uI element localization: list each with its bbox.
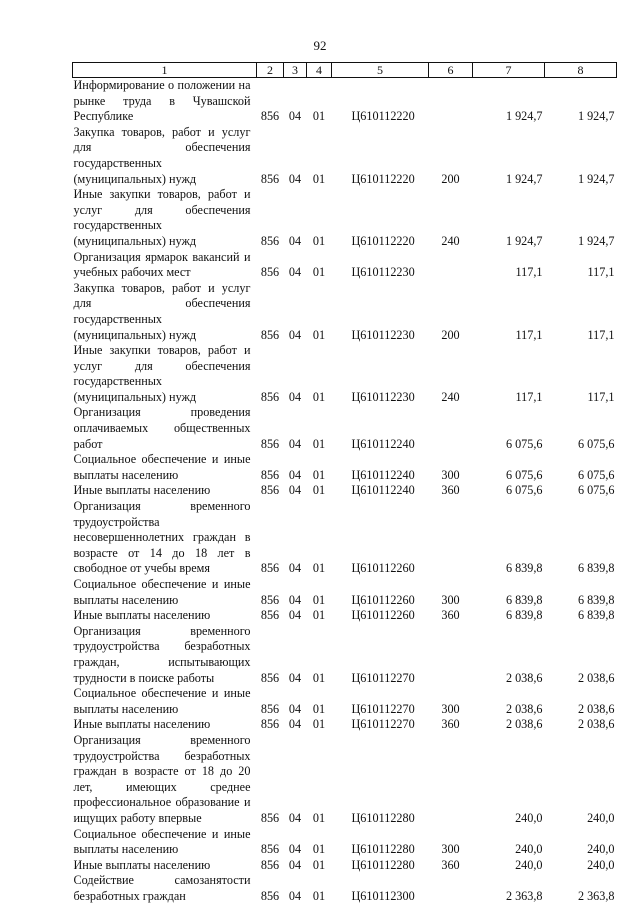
row-amount-1: 6 075,6 [505, 436, 543, 451]
row-expense-kind [429, 624, 473, 686]
table-row [73, 733, 617, 827]
row-ministry-code: 856 [260, 109, 280, 124]
table-row [73, 405, 617, 452]
row-ministry-code: 856 [260, 701, 280, 716]
row-name: Закупка товаров, работ и услуг для обеспечения государственных (муниципальных) нужд [73, 124, 251, 186]
row-amount-2: 2 363,8 [577, 888, 615, 903]
row-target-code: Ц610112240 [351, 436, 415, 451]
column-header: 5 [332, 63, 429, 78]
table-row [73, 483, 617, 499]
row-amount-2: 6 075,6 [577, 436, 615, 451]
row-ministry-code: 856 [260, 233, 280, 248]
row-target-code: Ц610112260 [351, 592, 415, 607]
row-amount-2: 240,0 [587, 810, 615, 825]
row-target-code: Ц610112280 [351, 842, 415, 857]
row-expense-kind: 200 [441, 327, 460, 342]
row-target-code: Ц610112280 [351, 810, 415, 825]
row-name: Организация временного трудоустройства безработных граждан, испытывающих трудности в поиске работы [73, 623, 251, 685]
row-amount-1: 117,1 [515, 389, 543, 404]
row-amount-1: 2 363,8 [505, 888, 543, 903]
table-row [73, 452, 617, 483]
row-target-code: Ц610112240 [351, 483, 415, 498]
column-header: 2 [257, 63, 284, 78]
table-row [73, 281, 617, 343]
row-amount-2: 2 038,6 [577, 717, 615, 732]
row-name: Иные выплаты населению [73, 857, 211, 872]
row-name: Социальное обеспечение и иные выплаты населению [73, 577, 251, 607]
row-target-code: Ц610112270 [351, 717, 415, 732]
row-amount-2: 1 924,7 [577, 233, 615, 248]
row-amount-2: 240,0 [587, 842, 615, 857]
table-row [73, 78, 617, 125]
row-name: Организация ярмарок вакансий и учебных рабочих мест [73, 249, 251, 280]
row-amount-1: 1 924,7 [505, 109, 543, 124]
row-amount-1: 240,0 [515, 810, 543, 825]
table-row [73, 187, 617, 249]
row-ministry-code: 856 [260, 171, 280, 186]
row-target-code: Ц610112260 [351, 561, 415, 576]
row-target-code: Ц610112220 [351, 109, 415, 124]
table-row [73, 717, 617, 733]
row-amount-1: 6 075,6 [505, 483, 543, 498]
row-target-code: Ц610112280 [351, 857, 415, 872]
row-subsection-code: 01 [312, 171, 326, 186]
row-amount-2: 117,1 [587, 389, 615, 404]
row-amount-2: 6 075,6 [577, 467, 615, 482]
row-name: Организация временного трудоустройства несовершеннолетних граждан в возрасте от 14 до 18 лет в свободное от учебы время [73, 499, 251, 576]
row-section-code: 04 [288, 327, 302, 342]
row-expense-kind: 300 [441, 701, 460, 716]
row-amount-1: 117,1 [515, 265, 543, 280]
row-amount-1: 1 924,7 [505, 233, 543, 248]
row-subsection-code: 01 [312, 670, 326, 685]
column-header: 8 [545, 63, 617, 78]
row-amount-2: 117,1 [587, 327, 615, 342]
row-amount-2: 6 075,6 [577, 483, 615, 498]
row-amount-2: 2 038,6 [577, 670, 615, 685]
row-subsection-code: 01 [312, 608, 326, 623]
row-name: Организация проведения оплачиваемых общественных работ [73, 405, 251, 451]
row-expense-kind: 240 [441, 233, 460, 248]
row-ministry-code: 856 [260, 717, 280, 732]
row-expense-kind [429, 499, 473, 577]
table-row [73, 608, 617, 624]
row-subsection-code: 01 [312, 467, 326, 482]
row-target-code: Ц610112220 [351, 233, 415, 248]
row-name: Социальное обеспечение и иные выплаты населению [73, 826, 251, 857]
table-row [73, 827, 617, 858]
row-section-code: 04 [288, 483, 302, 498]
row-section-code: 04 [288, 670, 302, 685]
row-target-code: Ц610112230 [351, 389, 415, 404]
row-name: Закупка товаров, работ и услуг для обеспечения государственных (муниципальных) нужд [73, 280, 251, 342]
row-expense-kind: 360 [441, 717, 460, 732]
row-ministry-code: 856 [260, 608, 280, 623]
row-ministry-code: 856 [260, 857, 280, 872]
row-name: Социальное обеспечение и иные выплаты населению [73, 686, 251, 716]
row-target-code: Ц610112270 [351, 670, 415, 685]
row-amount-1: 6 839,8 [505, 608, 543, 623]
table-row [73, 343, 617, 405]
table-row [73, 873, 617, 904]
row-section-code: 04 [288, 561, 302, 576]
table-body [73, 78, 617, 905]
row-subsection-code: 01 [312, 842, 326, 857]
row-amount-1: 240,0 [515, 842, 543, 857]
row-subsection-code: 01 [312, 389, 326, 404]
table-row [73, 686, 617, 717]
row-amount-1: 6 839,8 [505, 561, 543, 576]
row-section-code: 04 [288, 701, 302, 716]
row-name: Информирование о положении на рынке труда в Чувашской Республике [73, 78, 251, 124]
row-amount-1: 117,1 [515, 327, 543, 342]
row-name: Иные выплаты населению [73, 483, 211, 498]
row-subsection-code: 01 [312, 701, 326, 716]
row-expense-kind: 360 [441, 483, 460, 498]
row-section-code: 04 [288, 389, 302, 404]
row-expense-kind: 360 [441, 857, 460, 872]
row-ministry-code: 856 [260, 888, 280, 903]
row-section-code: 04 [288, 233, 302, 248]
row-ministry-code: 856 [260, 592, 280, 607]
row-subsection-code: 01 [312, 888, 326, 903]
row-subsection-code: 01 [312, 109, 326, 124]
row-amount-2: 2 038,6 [577, 701, 615, 716]
row-target-code: Ц610112230 [351, 327, 415, 342]
row-section-code: 04 [288, 109, 302, 124]
row-section-code: 04 [288, 810, 302, 825]
row-subsection-code: 01 [312, 233, 326, 248]
row-section-code: 04 [288, 857, 302, 872]
row-target-code: Ц610112240 [351, 467, 415, 482]
row-name: Социальное обеспечение и иные выплаты населению [73, 452, 251, 482]
table-row [73, 577, 617, 608]
row-amount-2: 117,1 [587, 265, 615, 280]
row-ministry-code: 856 [260, 265, 280, 280]
row-expense-kind [429, 405, 473, 452]
row-amount-1: 2 038,6 [505, 701, 543, 716]
row-ministry-code: 856 [260, 389, 280, 404]
row-ministry-code: 856 [260, 842, 280, 857]
row-amount-2: 6 839,8 [577, 592, 615, 607]
row-amount-1: 2 038,6 [505, 717, 543, 732]
row-ministry-code: 856 [260, 810, 280, 825]
table-row [73, 499, 617, 577]
row-subsection-code: 01 [312, 265, 326, 280]
row-subsection-code: 01 [312, 561, 326, 576]
row-section-code: 04 [288, 842, 302, 857]
row-name: Иные выплаты населению [73, 608, 211, 623]
row-section-code: 04 [288, 608, 302, 623]
row-amount-1: 1 924,7 [505, 171, 543, 186]
row-amount-2: 6 839,8 [577, 608, 615, 623]
row-subsection-code: 01 [312, 810, 326, 825]
row-ministry-code: 856 [260, 483, 280, 498]
row-expense-kind [429, 873, 473, 904]
row-expense-kind: 300 [441, 592, 460, 607]
row-expense-kind [429, 78, 473, 125]
row-section-code: 04 [288, 265, 302, 280]
row-amount-1: 6 839,8 [505, 592, 543, 607]
row-name: Иные закупки товаров, работ и услуг для обеспечения государственных (муниципальных) нужд [73, 187, 251, 248]
row-name: Организация временного трудоустройства безработных граждан в возрасте от 18 до 20 лет, имеющих среднее профессиональное образование и ищущих работу впервые [73, 732, 251, 825]
row-section-code: 04 [288, 171, 302, 186]
row-amount-1: 2 038,6 [505, 670, 543, 685]
row-subsection-code: 01 [312, 717, 326, 732]
row-target-code: Ц610112270 [351, 701, 415, 716]
row-target-code: Ц610112230 [351, 265, 415, 280]
column-header: 4 [307, 63, 332, 78]
row-expense-kind [429, 733, 473, 827]
row-ministry-code: 856 [260, 436, 280, 451]
row-amount-2: 6 839,8 [577, 561, 615, 576]
row-section-code: 04 [288, 467, 302, 482]
row-section-code: 04 [288, 717, 302, 732]
row-name: Иные выплаты населению [73, 717, 211, 732]
row-section-code: 04 [288, 888, 302, 903]
table-row [73, 250, 617, 281]
table-row [73, 858, 617, 874]
row-expense-kind: 360 [441, 608, 460, 623]
row-expense-kind: 300 [441, 842, 460, 857]
column-header: 6 [429, 63, 473, 78]
row-ministry-code: 856 [260, 670, 280, 685]
row-amount-2: 1 924,7 [577, 171, 615, 186]
row-expense-kind [429, 250, 473, 281]
column-header: 1 [73, 63, 257, 78]
row-section-code: 04 [288, 592, 302, 607]
table-row [73, 125, 617, 187]
row-subsection-code: 01 [312, 857, 326, 872]
row-target-code: Ц610112300 [351, 888, 415, 903]
column-header: 7 [473, 63, 545, 78]
row-target-code: Ц610112260 [351, 608, 415, 623]
row-ministry-code: 856 [260, 327, 280, 342]
row-name: Содействие самозанятости безработных граждан [73, 873, 251, 903]
column-header: 3 [284, 63, 307, 78]
row-name: Иные закупки товаров, работ и услуг для обеспечения государственных (муниципальных) нужд [73, 343, 251, 404]
table-header-row [73, 63, 617, 78]
row-expense-kind: 240 [441, 389, 460, 404]
row-target-code: Ц610112220 [351, 171, 415, 186]
row-ministry-code: 856 [260, 561, 280, 576]
row-subsection-code: 01 [312, 483, 326, 498]
row-amount-2: 1 924,7 [577, 109, 615, 124]
row-expense-kind: 300 [441, 467, 460, 482]
row-amount-1: 240,0 [515, 857, 543, 872]
row-subsection-code: 01 [312, 592, 326, 607]
table-row [73, 624, 617, 686]
row-amount-1: 6 075,6 [505, 467, 543, 482]
row-section-code: 04 [288, 436, 302, 451]
row-subsection-code: 01 [312, 436, 326, 451]
row-amount-2: 240,0 [587, 857, 615, 872]
row-ministry-code: 856 [260, 467, 280, 482]
row-subsection-code: 01 [312, 327, 326, 342]
row-expense-kind: 200 [441, 171, 460, 186]
page-number: 92 [313, 38, 327, 53]
budget-table [72, 62, 617, 904]
